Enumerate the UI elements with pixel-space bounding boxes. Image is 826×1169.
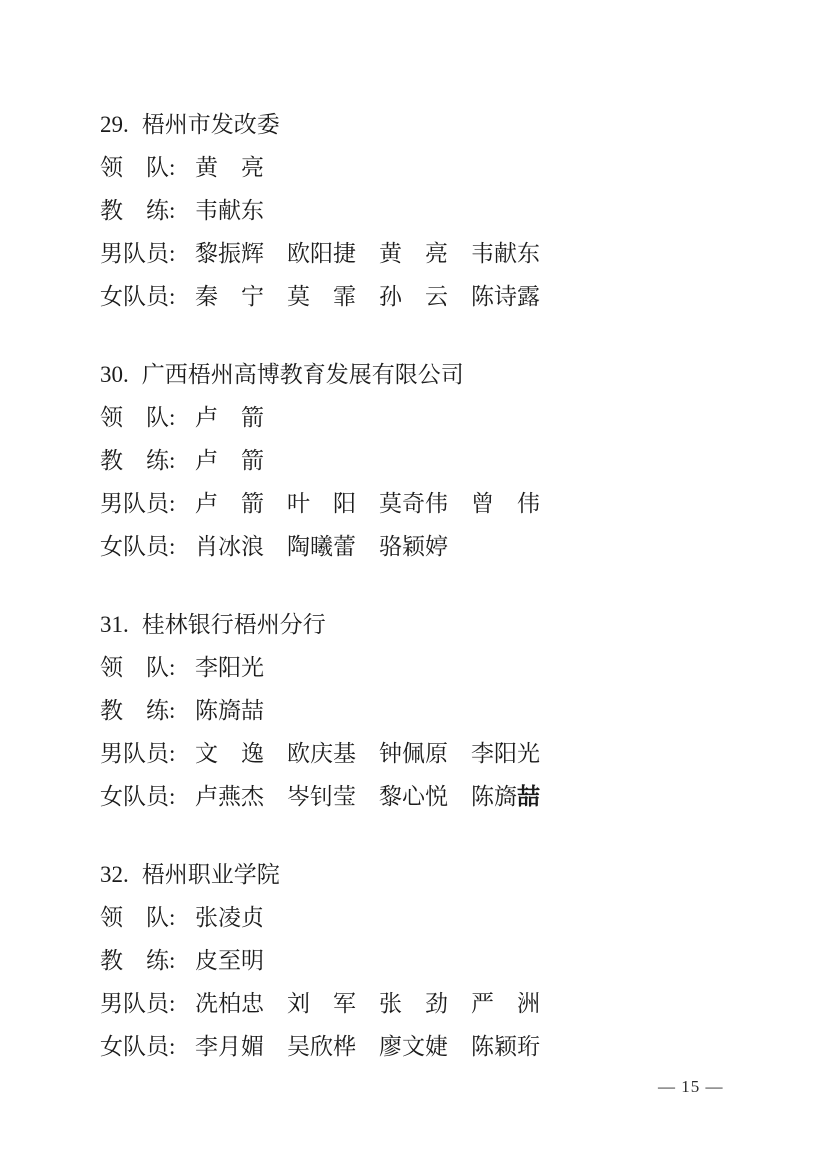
- coach-name: 卢 箭: [195, 448, 264, 473]
- female-members-label: 女队员:: [100, 1034, 176, 1059]
- male-members-row: [100, 982, 740, 1025]
- coach-row: [100, 189, 740, 232]
- female-members-label: 女队员:: [100, 784, 176, 809]
- team-name: 梧州市发改委: [141, 112, 280, 137]
- leader-name: 卢 箭: [195, 405, 264, 430]
- male-members-names: 卢 箭 叶 阳 莫奇伟 曾 伟: [195, 491, 540, 516]
- coach-row: [100, 439, 740, 482]
- male-members-row: [100, 232, 740, 275]
- team-section-29: [100, 103, 740, 318]
- team-name: 梧州职业学院: [141, 862, 280, 887]
- leader-label: 领 队:: [100, 405, 176, 430]
- team-number: 31.: [100, 612, 129, 637]
- team-title: [100, 103, 740, 146]
- male-members-row: [100, 482, 740, 525]
- page-number: — 15 —: [658, 1077, 724, 1096]
- leader-name: 张凌贞: [195, 905, 264, 930]
- team-name: 桂林银行梧州分行: [141, 612, 326, 637]
- coach-row: [100, 939, 740, 982]
- team-title: [100, 853, 740, 896]
- team-title: [100, 353, 740, 396]
- coach-label: 教 练:: [100, 198, 176, 223]
- coach-label: 教 练:: [100, 448, 176, 473]
- leader-row: [100, 896, 740, 939]
- male-members-row: [100, 732, 740, 775]
- leader-row: [100, 146, 740, 189]
- male-members-label: 男队员:: [100, 491, 176, 516]
- coach-label: 教 练:: [100, 698, 176, 723]
- coach-name: 韦献东: [195, 198, 264, 223]
- female-members-names: 秦 宁 莫 霏 孙 云 陈诗露: [195, 284, 540, 309]
- coach-name: 皮至明: [195, 948, 264, 973]
- team-title: [100, 603, 740, 646]
- female-members-bold-char: 喆: [517, 784, 540, 810]
- male-members-names: 冼柏忠 刘 军 张 劲 严 洲: [195, 991, 540, 1016]
- coach-row: [100, 689, 740, 732]
- leader-row: [100, 646, 740, 689]
- male-members-names: 黎振辉 欧阳捷 黄 亮 韦献东: [195, 241, 540, 266]
- leader-label: 领 队:: [100, 905, 176, 930]
- female-members-row: [100, 275, 740, 318]
- female-members-names: 卢燕杰 岑钊莹 黎心悦 陈旖: [195, 784, 517, 809]
- male-members-label: 男队员:: [100, 991, 176, 1016]
- leader-label: 领 队:: [100, 655, 176, 680]
- male-members-label: 男队员:: [100, 241, 176, 266]
- team-section-30: [100, 353, 740, 568]
- leader-name: 李阳光: [195, 655, 264, 680]
- leader-name: 黄 亮: [195, 155, 264, 180]
- leader-label: 领 队:: [100, 155, 176, 180]
- coach-label: 教 练:: [100, 948, 176, 973]
- team-name: 广西梧州高博教育发展有限公司: [141, 362, 464, 387]
- team-number: 30.: [100, 362, 129, 387]
- coach-name: 陈旖喆: [195, 698, 264, 723]
- female-members-label: 女队员:: [100, 284, 176, 309]
- female-members-names: 李月媚 吴欣桦 廖文婕 陈颖珩: [195, 1034, 540, 1059]
- male-members-names: 文 逸 欧庆基 钟佩原 李阳光: [195, 741, 540, 766]
- leader-row: [100, 396, 740, 439]
- female-members-label: 女队员:: [100, 534, 176, 559]
- female-members-row: [100, 775, 740, 818]
- male-members-label: 男队员:: [100, 741, 176, 766]
- female-members-row: [100, 525, 740, 568]
- female-members-row: [100, 1025, 740, 1068]
- female-members-names: 肖冰浪 陶曦蕾 骆颖婷: [195, 534, 448, 559]
- team-number: 32.: [100, 862, 129, 887]
- team-section-32: [100, 853, 740, 1068]
- team-section-31: [100, 603, 740, 818]
- team-number: 29.: [100, 112, 129, 137]
